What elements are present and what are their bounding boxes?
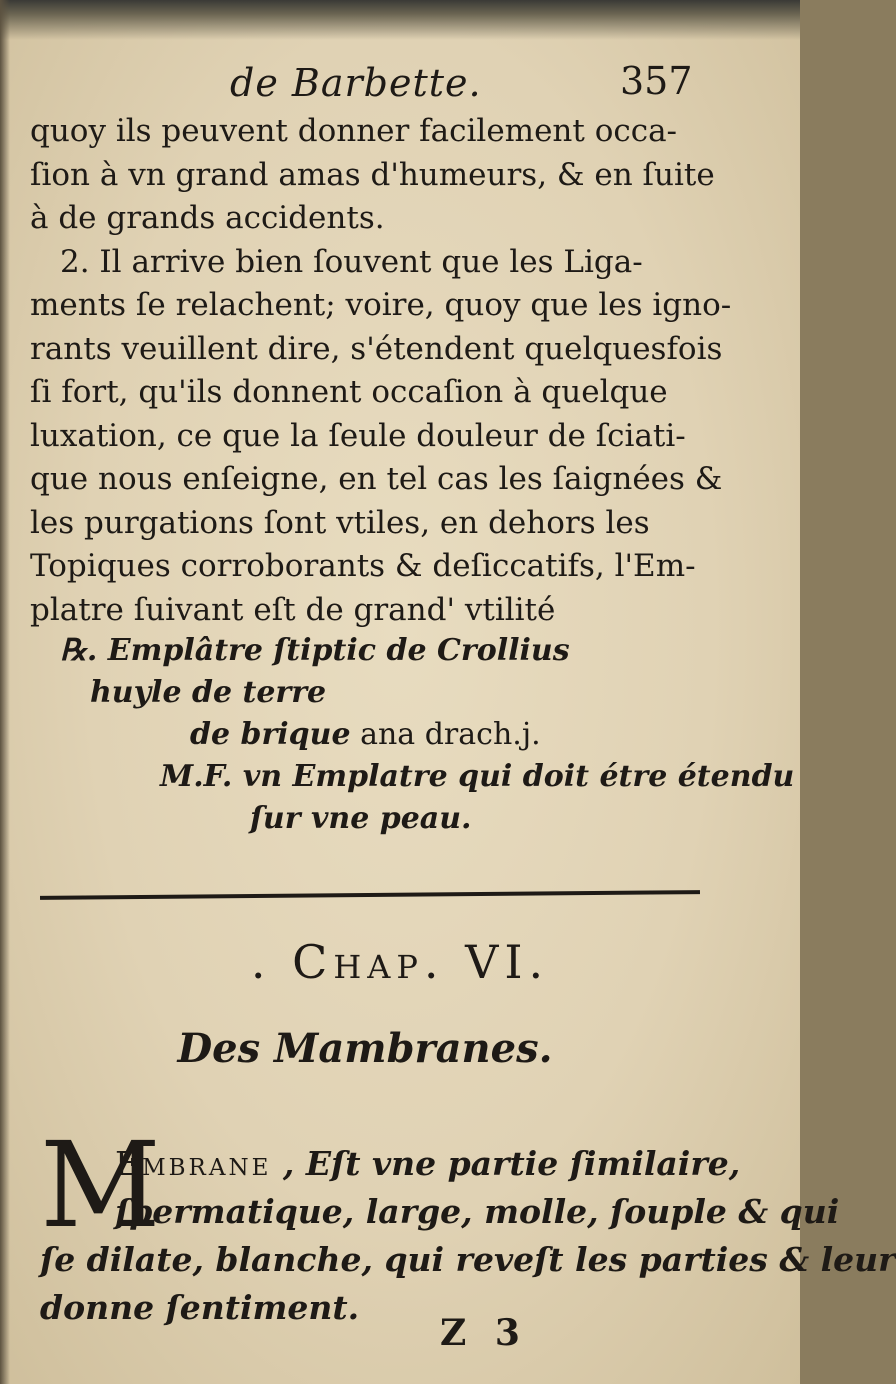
page-gutter-shadow: [0, 0, 10, 1384]
chapter-heading: . Chap. VI.: [250, 935, 550, 989]
line-rest: , Eſt vne partie ſimilaire,: [282, 1144, 741, 1183]
text-line: quoy ils peuvent donner facilement occa-: [30, 113, 678, 149]
page-number: 357: [620, 59, 693, 103]
text-line: platre ſuivant eſt de grand' vtilité: [30, 591, 556, 628]
text-line: à de grands accidents.: [30, 200, 385, 236]
signature-mark: Z 3: [440, 1312, 528, 1354]
recipe-line: [60, 714, 760, 756]
smallcaps-word: Embrane: [115, 1144, 272, 1183]
text-line: ſpermatique, large, molle, ſouple & qui: [115, 1192, 840, 1231]
text-line: Topiques corroborants & deſiccatifs, l'Em-: [30, 548, 696, 584]
section-divider: [40, 890, 700, 900]
recipe-line: ℞. Emplâtre ſtiptic de Crollius: [60, 633, 570, 668]
recipe-line: huyle de terre: [90, 675, 327, 710]
text-line: ſi fort, qu'ils donnent occaſion à quelque: [30, 374, 668, 410]
text-line: rants veuillent dire, s'étendent quelquesfois: [30, 330, 723, 367]
body-text: [30, 110, 732, 632]
page-top-edge: [0, 0, 800, 40]
recipe-line: ſur vne peau.: [250, 801, 472, 836]
drop-cap: M: [40, 1116, 161, 1254]
recipe-ingredient: de brique: [190, 717, 351, 752]
recipe-block: [60, 630, 795, 840]
text-line: ments ſe relachent; voire, quoy que les igno-: [30, 287, 732, 323]
text-line: ſe dilate, blanche, qui reveſt les parties & leur: [40, 1240, 896, 1279]
recipe-line: M.F. vn Emplatre qui doit étre étendu: [160, 759, 795, 794]
recipe-dosage: ana drach.j.: [350, 717, 541, 752]
section-title: Des Mambranes.: [177, 1025, 553, 1072]
text-line: luxation, ce que la ſeule douleur de ſciati-: [30, 417, 686, 454]
text-line: 2. Il arrive bien ſouvent que les Liga-: [60, 243, 643, 280]
page-header: [0, 55, 800, 115]
text-line: les purgations ſont vtiles, en dehors les: [30, 504, 650, 541]
text-line: donne ſentiment.: [40, 1288, 360, 1327]
text-line: que nous enſeigne, en tel cas les ſaignées &: [30, 461, 723, 497]
definition-paragraph: [40, 1140, 896, 1332]
text-line: [40, 1140, 760, 1188]
running-title: de Barbette.: [230, 61, 482, 105]
text-line: ſion à vn grand amas d'humeurs, & en ſuite: [30, 156, 715, 193]
